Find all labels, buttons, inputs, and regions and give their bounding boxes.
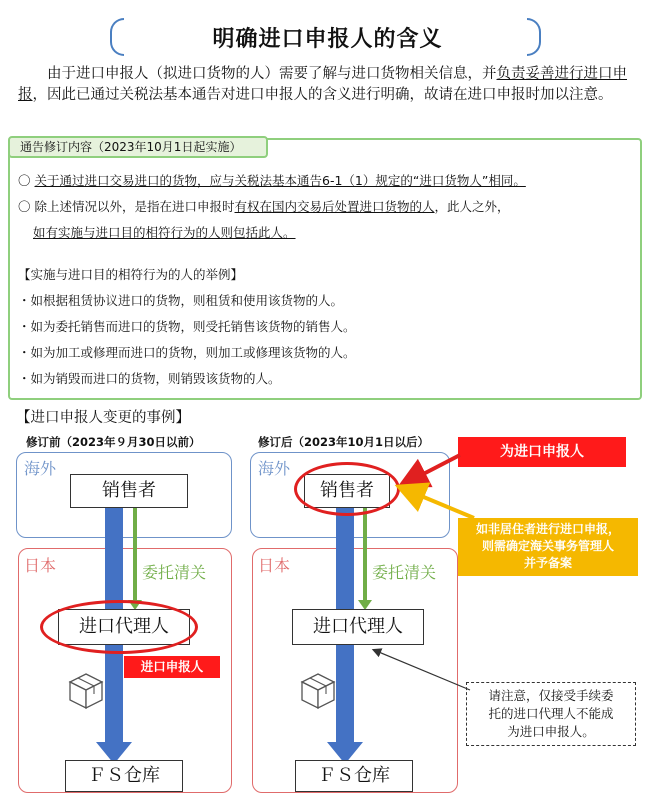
non-resident-note-line: 则需确定海关事务管理人 [481, 539, 614, 553]
after-delegation-label: 委托清关 [372, 563, 437, 582]
notice-point-2-text-a: 除上述情况以外，是指在进口申报时 [34, 199, 235, 214]
non-resident-note-line: 并予备案 [523, 556, 572, 570]
agent-caution-line: 请注意，仅接受手续委 [488, 688, 614, 703]
before-delegation-label: 委托清关 [142, 563, 207, 582]
before-declarant-tag: 进口申报人 [124, 656, 220, 678]
before-japan-label: 日本 [24, 556, 57, 575]
intro-text-1: 由于进口申报人（拟进口货物的人）需要了解与进口货物相关信息，并 [47, 66, 497, 82]
notice-tab: 通告修订内容（2023年10月1日起实施） [8, 136, 268, 158]
after-overseas-label: 海外 [258, 459, 291, 478]
notice-point-2-underlined: 有权在国内交易后处置进口货物的人 [234, 199, 435, 214]
circle-bullet-icon: 〇 [18, 173, 31, 188]
intro-text-2: ，因此已通过关税法基本通告对进口申报人的含义进行明确，故请在进口申报时加以注意。 [32, 87, 613, 103]
circle-bullet-icon: 〇 [18, 199, 31, 214]
red-callout-arrow [404, 455, 460, 484]
notice-point-2-line-2: 如有实施与进口目的相符行为的人则包括此人。 [33, 225, 296, 240]
example-item: ・如为销毁而进口的货物，则销毁该货物的人。 [18, 371, 281, 386]
before-header: 修订前（2023年９月30日以前） [26, 435, 201, 449]
notice-point-2-text-b: ，此人之外， [434, 199, 510, 214]
after-warehouse-box: ＦＳ仓库 [295, 760, 413, 792]
example-item: ・如根据租赁协议进口的货物，则租赁和使用该货物的人。 [18, 293, 344, 308]
agent-caution-line: 为进口申报人。 [507, 724, 595, 739]
before-warehouse-box: ＦＳ仓库 [65, 760, 183, 792]
cases-label: 【进口申报人变更的事例】 [16, 410, 190, 426]
after-header: 修订后（2023年10月1日以后） [258, 435, 430, 449]
before-overseas-label: 海外 [24, 459, 57, 478]
notice-point-1-text: 关于通过进口交易进口的货物，应与关税法基本通告6-1（1）规定的“进口货物人”相同。 [34, 173, 526, 188]
intro-text-underlined: 负责妥善进行进口申报 [18, 66, 627, 103]
after-japan-label: 日本 [258, 556, 291, 575]
agent-caution-line: 托的进口代理人不能成 [488, 706, 614, 721]
page-title: 明确进口申报人的含义 [212, 27, 443, 52]
caution-callout-arrow [374, 650, 470, 690]
non-resident-note-line: 如非居住者进行进口申报， [475, 522, 620, 536]
after-seller-box: 销售者 [304, 474, 390, 508]
before-agent-box: 进口代理人 [58, 609, 190, 645]
examples-header: 【实施与进口目的相符行为的人的举例】 [18, 267, 244, 282]
before-seller-box: 销售者 [70, 474, 188, 508]
yellow-callout-arrow [402, 488, 474, 518]
after-agent-box: 进口代理人 [292, 609, 424, 645]
after-declarant-tag: 为进口申报人 [458, 437, 626, 467]
example-item: ・如为委托销售而进口的货物，则受托销售该货物的销售人。 [18, 319, 356, 334]
example-item: ・如为加工或修理而进口的货物，则加工或修理该货物的人。 [18, 345, 356, 360]
